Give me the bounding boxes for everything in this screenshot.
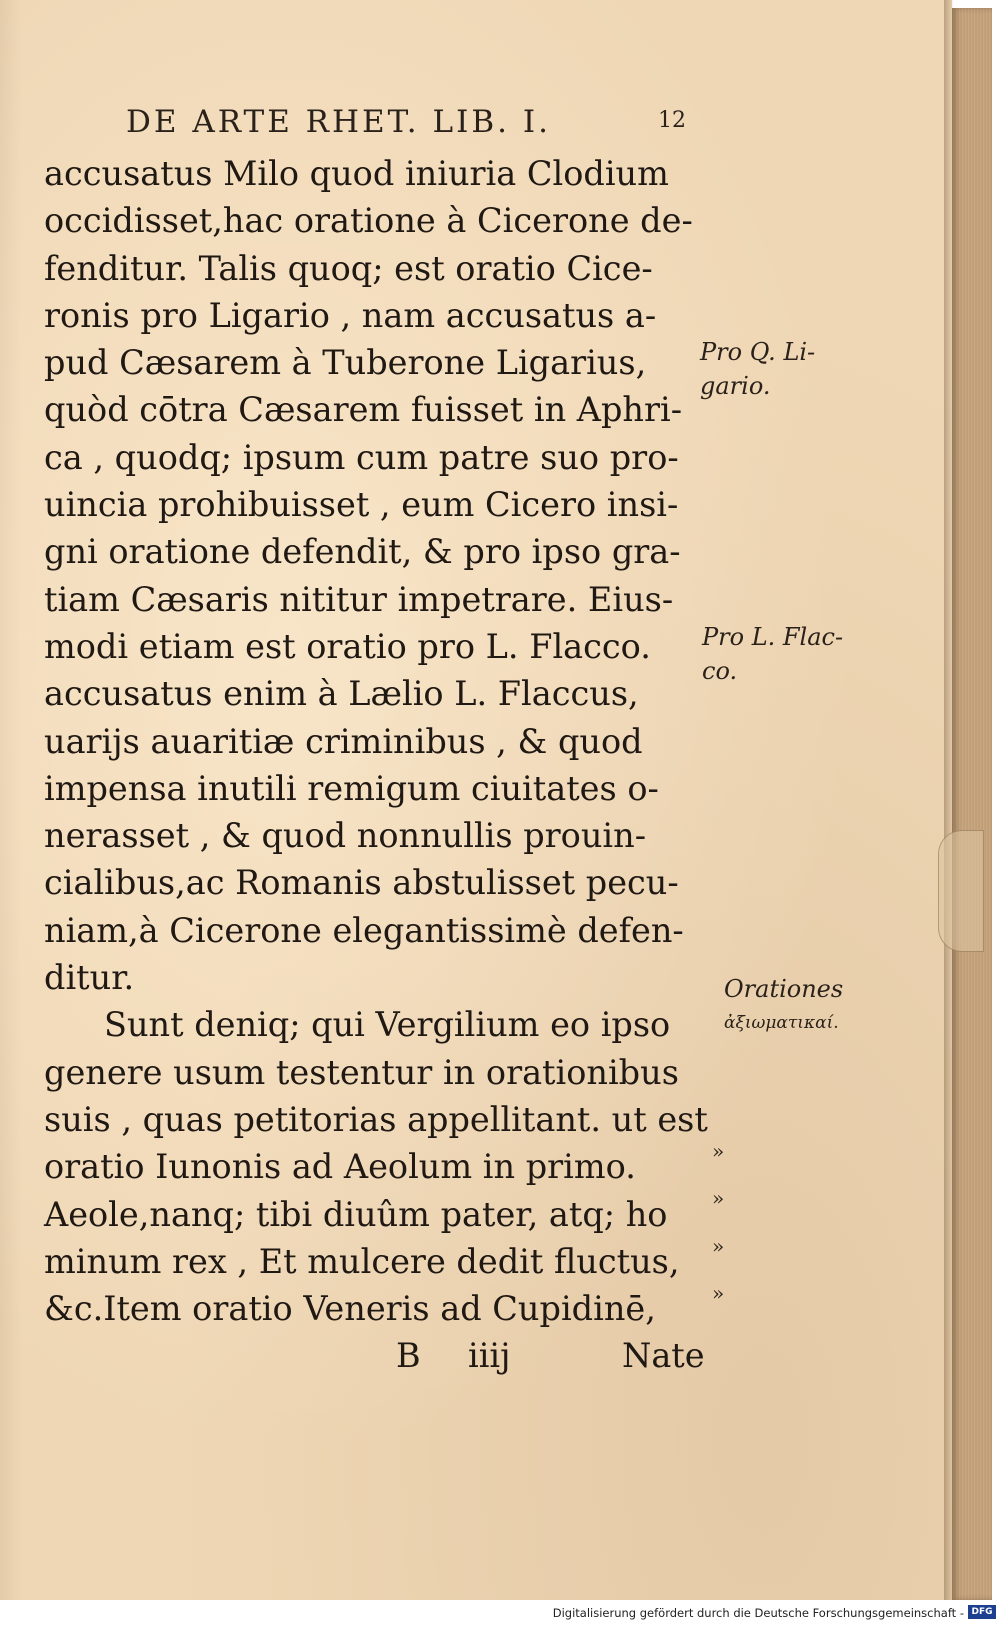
text-line: genere usum testentur in orationibus bbox=[44, 1052, 679, 1092]
text-line: occidisset,hac oratione à Cicerone de- bbox=[44, 201, 693, 241]
page-fore-edge bbox=[952, 8, 992, 1600]
marginal-note-line: Pro L. Flac- bbox=[702, 623, 844, 651]
marginal-note bbox=[700, 335, 815, 403]
quote-mark: » bbox=[712, 1139, 725, 1163]
text-line: modi etiam est oratio pro L. Flacco. bbox=[44, 626, 651, 666]
catchword: Nate bbox=[622, 1336, 705, 1376]
marginal-note-line: co. bbox=[702, 657, 738, 685]
marginal-note-line: ἀξιωματικαί. bbox=[724, 1013, 839, 1033]
page-tab bbox=[938, 830, 984, 952]
folio-number: 12 bbox=[658, 108, 686, 133]
text-line: ditur. bbox=[44, 958, 135, 998]
body-text bbox=[44, 150, 734, 1380]
digitization-footer bbox=[0, 1600, 1000, 1625]
text-line: pud Cæsarem à Tuberone Ligarius, bbox=[44, 343, 647, 383]
text-line: accusatus enim à Lælio L. Flaccus, bbox=[44, 674, 639, 714]
marginal-note-line: Pro Q. Li- bbox=[700, 338, 816, 366]
text-line: gni oratione defendit, & pro ipso gra- bbox=[44, 532, 681, 572]
text-line: &c.Item oratio Veneris ad Cupidinē, bbox=[44, 1289, 656, 1329]
signature-mark: B bbox=[396, 1336, 421, 1376]
marginal-note-line: Orationes bbox=[724, 975, 844, 1003]
text-line: suis , quas petitorias appellitant. ut est bbox=[44, 1099, 708, 1139]
dfg-logo: DFG bbox=[968, 1605, 996, 1619]
signature-number: iiij bbox=[468, 1336, 511, 1376]
quote-mark: » bbox=[712, 1186, 725, 1211]
marginal-note bbox=[724, 972, 843, 1040]
text-line: uarijs auaritiæ criminibus , & quod bbox=[44, 721, 643, 761]
text-line: quòd cōtra Cæsarem fuisset in Aphri- bbox=[44, 390, 683, 430]
text-line: Sunt deniq; qui Vergilium eo ipso bbox=[104, 1005, 671, 1045]
text-line: oratio Iunonis ad Aeolum in primo. bbox=[44, 1147, 636, 1187]
running-head bbox=[126, 104, 686, 140]
text-line: niam,à Cicerone elegantissimè defen- bbox=[44, 910, 684, 950]
text-line: fenditur. Talis quoq; est oratio Cice- bbox=[44, 248, 653, 288]
quote-mark: » bbox=[712, 1233, 725, 1258]
footer-credit: Digitalisierung gefördert durch die Deutsche Forschungsgemeinschaft - bbox=[552, 1606, 964, 1620]
text-line: cialibus,ac Romanis abstulisset pecu- bbox=[44, 863, 679, 903]
catch-line bbox=[44, 1332, 734, 1379]
text-line: impensa inutili remigum ciuitates o- bbox=[44, 768, 659, 808]
marginal-note bbox=[702, 620, 843, 688]
text-line: ca , quodq; ipsum cum patre suo pro- bbox=[44, 437, 679, 477]
text-line: Aeole,nanq; tibi diuûm pater, atq; ho bbox=[44, 1194, 668, 1234]
text-line: nerasset , & quod nonnullis prouin- bbox=[44, 816, 647, 856]
marginal-note-line: gario. bbox=[700, 372, 771, 400]
running-head-title: DE ARTE RHET. LIB. I. bbox=[126, 104, 551, 140]
text-line: uincia prohibuisset , eum Cicero insi- bbox=[44, 485, 679, 525]
text-line: ronis pro Ligario , nam accusatus a- bbox=[44, 295, 657, 335]
text-line: accusatus Milo quod iniuria Clodium bbox=[44, 154, 669, 193]
quote-mark: » bbox=[712, 1280, 725, 1305]
text-line: tiam Cæsaris nititur impetrare. Eius- bbox=[44, 579, 674, 619]
quotation-marks bbox=[712, 1128, 724, 1317]
text-line: minum rex , Et mulcere dedit fluctus, bbox=[44, 1241, 680, 1281]
